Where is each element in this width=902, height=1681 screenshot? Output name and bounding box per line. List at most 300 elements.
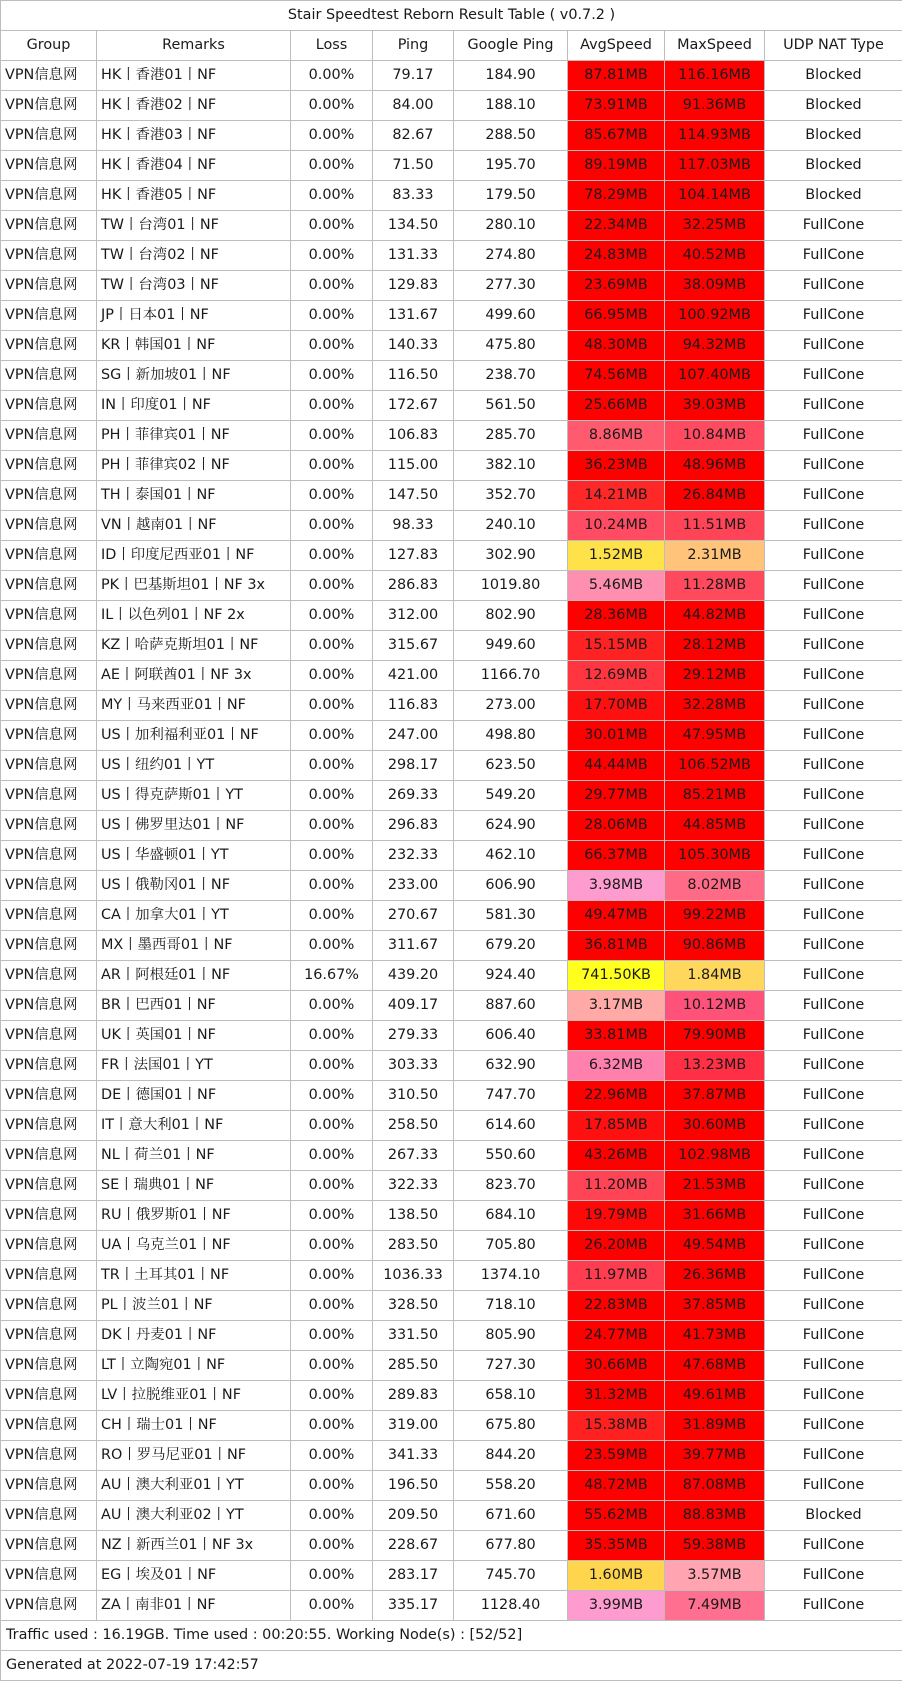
cell-loss: 0.00%: [291, 931, 373, 961]
cell-udp-nat-type: FullCone: [765, 1411, 902, 1441]
cell-avg-speed: 30.66MB: [568, 1351, 665, 1381]
table-row: [1, 61, 902, 91]
cell-google-ping: 550.60: [454, 1141, 568, 1171]
traffic-summary: Traffic used : 16.19GB. Time used : 00:20:55. Working Node(s) : [52/52]: [1, 1621, 902, 1651]
cell-udp-nat-type: FullCone: [765, 1441, 902, 1471]
cell-group: VPN信息网: [1, 781, 97, 811]
cell-google-ping: 274.80: [454, 241, 568, 271]
cell-ping: 279.33: [373, 1021, 454, 1051]
cell-avg-speed: 28.06MB: [568, 811, 665, 841]
cell-remarks: UA丨乌克兰01丨NF: [97, 1231, 291, 1261]
table-row: [1, 1231, 902, 1261]
cell-udp-nat-type: FullCone: [765, 721, 902, 751]
cell-ping: 319.00: [373, 1411, 454, 1441]
table-row: [1, 751, 902, 781]
cell-avg-speed: 17.70MB: [568, 691, 665, 721]
cell-avg-speed: 48.30MB: [568, 331, 665, 361]
cell-remarks: AU丨澳大利亚01丨YT: [97, 1471, 291, 1501]
cell-group: VPN信息网: [1, 1081, 97, 1111]
cell-remarks: VN丨越南01丨NF: [97, 511, 291, 541]
table-row: [1, 1261, 902, 1291]
cell-avg-speed: 66.95MB: [568, 301, 665, 331]
cell-udp-nat-type: FullCone: [765, 571, 902, 601]
cell-loss: 0.00%: [291, 1021, 373, 1051]
cell-group: VPN信息网: [1, 601, 97, 631]
cell-udp-nat-type: FullCone: [765, 541, 902, 571]
cell-group: VPN信息网: [1, 541, 97, 571]
cell-remarks: AU丨澳大利亚02丨YT: [97, 1501, 291, 1531]
cell-ping: 289.83: [373, 1381, 454, 1411]
cell-group: VPN信息网: [1, 1471, 97, 1501]
cell-google-ping: 924.40: [454, 961, 568, 991]
cell-remarks: LV丨拉脱维亚01丨NF: [97, 1381, 291, 1411]
table-row: [1, 691, 902, 721]
cell-ping: 285.50: [373, 1351, 454, 1381]
table-row: [1, 241, 902, 271]
cell-group: VPN信息网: [1, 961, 97, 991]
cell-avg-speed: 24.83MB: [568, 241, 665, 271]
cell-remarks: KZ丨哈萨克斯坦01丨NF: [97, 631, 291, 661]
cell-udp-nat-type: FullCone: [765, 631, 902, 661]
cell-google-ping: 727.30: [454, 1351, 568, 1381]
table-row: [1, 301, 902, 331]
cell-loss: 0.00%: [291, 241, 373, 271]
table-row: [1, 571, 902, 601]
cell-google-ping: 887.60: [454, 991, 568, 1021]
cell-remarks: TW丨台湾01丨NF: [97, 211, 291, 241]
cell-group: VPN信息网: [1, 1531, 97, 1561]
cell-avg-speed: 15.38MB: [568, 1411, 665, 1441]
cell-group: VPN信息网: [1, 931, 97, 961]
cell-loss: 0.00%: [291, 871, 373, 901]
cell-group: VPN信息网: [1, 1591, 97, 1621]
cell-max-speed: 102.98MB: [665, 1141, 765, 1171]
cell-avg-speed: 1.60MB: [568, 1561, 665, 1591]
cell-udp-nat-type: FullCone: [765, 451, 902, 481]
cell-loss: 0.00%: [291, 1591, 373, 1621]
cell-ping: 315.67: [373, 631, 454, 661]
cell-ping: 71.50: [373, 151, 454, 181]
cell-google-ping: 718.10: [454, 1291, 568, 1321]
cell-udp-nat-type: Blocked: [765, 61, 902, 91]
cell-google-ping: 238.70: [454, 361, 568, 391]
cell-remarks: HK丨香港03丨NF: [97, 121, 291, 151]
cell-avg-speed: 23.59MB: [568, 1441, 665, 1471]
cell-remarks: PH丨菲律宾01丨NF: [97, 421, 291, 451]
cell-ping: 82.67: [373, 121, 454, 151]
cell-google-ping: 549.20: [454, 781, 568, 811]
cell-loss: 0.00%: [291, 1081, 373, 1111]
cell-google-ping: 1166.70: [454, 661, 568, 691]
cell-avg-speed: 3.99MB: [568, 1591, 665, 1621]
cell-ping: 322.33: [373, 1171, 454, 1201]
cell-loss: 0.00%: [291, 511, 373, 541]
cell-avg-speed: 5.46MB: [568, 571, 665, 601]
cell-group: VPN信息网: [1, 451, 97, 481]
cell-avg-speed: 11.97MB: [568, 1261, 665, 1291]
cell-max-speed: 91.36MB: [665, 91, 765, 121]
cell-group: VPN信息网: [1, 61, 97, 91]
cell-avg-speed: 3.17MB: [568, 991, 665, 1021]
cell-udp-nat-type: FullCone: [765, 781, 902, 811]
cell-udp-nat-type: FullCone: [765, 1351, 902, 1381]
table-row: [1, 481, 902, 511]
cell-group: VPN信息网: [1, 1291, 97, 1321]
cell-avg-speed: 26.20MB: [568, 1231, 665, 1261]
cell-loss: 0.00%: [291, 841, 373, 871]
table-body: [1, 1, 902, 1621]
cell-google-ping: 624.90: [454, 811, 568, 841]
cell-max-speed: 30.60MB: [665, 1111, 765, 1141]
cell-avg-speed: 33.81MB: [568, 1021, 665, 1051]
cell-remarks: DE丨德国01丨NF: [97, 1081, 291, 1111]
table-row: [1, 91, 902, 121]
cell-remarks: HK丨香港01丨NF: [97, 61, 291, 91]
cell-remarks: TR丨土耳其01丨NF: [97, 1261, 291, 1291]
cell-max-speed: 44.85MB: [665, 811, 765, 841]
cell-loss: 0.00%: [291, 1141, 373, 1171]
cell-group: VPN信息网: [1, 871, 97, 901]
header-group: Group: [1, 31, 97, 61]
cell-ping: 269.33: [373, 781, 454, 811]
cell-max-speed: 116.16MB: [665, 61, 765, 91]
cell-google-ping: 1374.10: [454, 1261, 568, 1291]
cell-group: VPN信息网: [1, 1051, 97, 1081]
cell-remarks: JP丨日本01丨NF: [97, 301, 291, 331]
cell-ping: 79.17: [373, 61, 454, 91]
cell-ping: 310.50: [373, 1081, 454, 1111]
cell-udp-nat-type: Blocked: [765, 181, 902, 211]
cell-udp-nat-type: FullCone: [765, 1021, 902, 1051]
cell-group: VPN信息网: [1, 301, 97, 331]
cell-avg-speed: 36.23MB: [568, 451, 665, 481]
table-row: [1, 931, 902, 961]
cell-google-ping: 671.60: [454, 1501, 568, 1531]
cell-avg-speed: 22.34MB: [568, 211, 665, 241]
cell-max-speed: 100.92MB: [665, 301, 765, 331]
cell-group: VPN信息网: [1, 391, 97, 421]
cell-loss: 0.00%: [291, 421, 373, 451]
cell-group: VPN信息网: [1, 751, 97, 781]
cell-udp-nat-type: FullCone: [765, 211, 902, 241]
cell-udp-nat-type: Blocked: [765, 91, 902, 121]
cell-max-speed: 31.89MB: [665, 1411, 765, 1441]
cell-ping: 115.00: [373, 451, 454, 481]
cell-udp-nat-type: FullCone: [765, 1561, 902, 1591]
cell-group: VPN信息网: [1, 1141, 97, 1171]
cell-loss: 0.00%: [291, 811, 373, 841]
cell-avg-speed: 17.85MB: [568, 1111, 665, 1141]
cell-max-speed: 105.30MB: [665, 841, 765, 871]
header-loss: Loss: [291, 31, 373, 61]
cell-ping: 409.17: [373, 991, 454, 1021]
cell-loss: 0.00%: [291, 151, 373, 181]
cell-avg-speed: 28.36MB: [568, 601, 665, 631]
cell-group: VPN信息网: [1, 1351, 97, 1381]
cell-ping: 98.33: [373, 511, 454, 541]
cell-google-ping: 188.10: [454, 91, 568, 121]
cell-group: VPN信息网: [1, 661, 97, 691]
cell-ping: 232.33: [373, 841, 454, 871]
cell-loss: 0.00%: [291, 541, 373, 571]
cell-group: VPN信息网: [1, 331, 97, 361]
cell-group: VPN信息网: [1, 1231, 97, 1261]
header-avg-speed: AvgSpeed: [568, 31, 665, 61]
cell-loss: 0.00%: [291, 121, 373, 151]
cell-remarks: TW丨台湾03丨NF: [97, 271, 291, 301]
cell-avg-speed: 10.24MB: [568, 511, 665, 541]
cell-udp-nat-type: FullCone: [765, 1201, 902, 1231]
cell-max-speed: 26.84MB: [665, 481, 765, 511]
cell-ping: 331.50: [373, 1321, 454, 1351]
cell-avg-speed: 24.77MB: [568, 1321, 665, 1351]
cell-udp-nat-type: FullCone: [765, 1051, 902, 1081]
cell-remarks: NZ丨新西兰01丨NF 3x: [97, 1531, 291, 1561]
cell-loss: 0.00%: [291, 301, 373, 331]
cell-udp-nat-type: FullCone: [765, 991, 902, 1021]
cell-loss: 0.00%: [291, 691, 373, 721]
cell-ping: 421.00: [373, 661, 454, 691]
cell-group: VPN信息网: [1, 91, 97, 121]
cell-google-ping: 498.80: [454, 721, 568, 751]
table-row: [1, 1021, 902, 1051]
cell-remarks: TH丨泰国01丨NF: [97, 481, 291, 511]
cell-udp-nat-type: FullCone: [765, 871, 902, 901]
table-row: [1, 631, 902, 661]
cell-loss: 0.00%: [291, 1441, 373, 1471]
cell-udp-nat-type: FullCone: [765, 751, 902, 781]
cell-avg-speed: 25.66MB: [568, 391, 665, 421]
table-row: [1, 1201, 902, 1231]
cell-udp-nat-type: FullCone: [765, 271, 902, 301]
cell-ping: 84.00: [373, 91, 454, 121]
cell-google-ping: 179.50: [454, 181, 568, 211]
cell-max-speed: 87.08MB: [665, 1471, 765, 1501]
cell-udp-nat-type: FullCone: [765, 301, 902, 331]
cell-ping: 303.33: [373, 1051, 454, 1081]
cell-loss: 0.00%: [291, 1051, 373, 1081]
table-row: [1, 1561, 902, 1591]
cell-remarks: US丨纽约01丨YT: [97, 751, 291, 781]
cell-avg-speed: 11.20MB: [568, 1171, 665, 1201]
cell-udp-nat-type: FullCone: [765, 331, 902, 361]
table-row: [1, 1531, 902, 1561]
cell-ping: 247.00: [373, 721, 454, 751]
cell-udp-nat-type: FullCone: [765, 1081, 902, 1111]
cell-avg-speed: 15.15MB: [568, 631, 665, 661]
table-row: [1, 781, 902, 811]
cell-avg-speed: 36.81MB: [568, 931, 665, 961]
cell-google-ping: 1019.80: [454, 571, 568, 601]
cell-loss: 16.67%: [291, 961, 373, 991]
cell-remarks: SE丨瑞典01丨NF: [97, 1171, 291, 1201]
cell-udp-nat-type: FullCone: [765, 1471, 902, 1501]
cell-remarks: DK丨丹麦01丨NF: [97, 1321, 291, 1351]
cell-udp-nat-type: FullCone: [765, 1291, 902, 1321]
cell-max-speed: 40.52MB: [665, 241, 765, 271]
cell-max-speed: 28.12MB: [665, 631, 765, 661]
cell-avg-speed: 66.37MB: [568, 841, 665, 871]
cell-max-speed: 47.68MB: [665, 1351, 765, 1381]
cell-loss: 0.00%: [291, 361, 373, 391]
table-row: [1, 511, 902, 541]
cell-google-ping: 277.30: [454, 271, 568, 301]
cell-google-ping: 606.90: [454, 871, 568, 901]
cell-max-speed: 37.85MB: [665, 1291, 765, 1321]
cell-avg-speed: 6.32MB: [568, 1051, 665, 1081]
cell-max-speed: 1.84MB: [665, 961, 765, 991]
cell-avg-speed: 14.21MB: [568, 481, 665, 511]
cell-avg-speed: 12.69MB: [568, 661, 665, 691]
cell-max-speed: 2.31MB: [665, 541, 765, 571]
cell-avg-speed: 1.52MB: [568, 541, 665, 571]
cell-max-speed: 85.21MB: [665, 781, 765, 811]
cell-max-speed: 99.22MB: [665, 901, 765, 931]
cell-udp-nat-type: FullCone: [765, 1531, 902, 1561]
cell-loss: 0.00%: [291, 331, 373, 361]
table-row: [1, 1471, 902, 1501]
cell-group: VPN信息网: [1, 511, 97, 541]
cell-google-ping: 240.10: [454, 511, 568, 541]
cell-ping: 131.33: [373, 241, 454, 271]
cell-remarks: ID丨印度尼西亚01丨NF: [97, 541, 291, 571]
cell-loss: 0.00%: [291, 1111, 373, 1141]
cell-ping: 134.50: [373, 211, 454, 241]
cell-max-speed: 107.40MB: [665, 361, 765, 391]
cell-remarks: LT丨立陶宛01丨NF: [97, 1351, 291, 1381]
cell-remarks: KR丨韩国01丨NF: [97, 331, 291, 361]
table-row: [1, 1591, 902, 1621]
cell-google-ping: 561.50: [454, 391, 568, 421]
table-row: [1, 121, 902, 151]
cell-avg-speed: 741.50KB: [568, 961, 665, 991]
table-row: [1, 541, 902, 571]
cell-ping: 209.50: [373, 1501, 454, 1531]
cell-max-speed: 88.83MB: [665, 1501, 765, 1531]
cell-loss: 0.00%: [291, 661, 373, 691]
cell-remarks: IL丨以色列01丨NF 2x: [97, 601, 291, 631]
table-row: [1, 331, 902, 361]
cell-google-ping: 273.00: [454, 691, 568, 721]
cell-avg-speed: 22.83MB: [568, 1291, 665, 1321]
cell-google-ping: 1128.40: [454, 1591, 568, 1621]
cell-max-speed: 94.32MB: [665, 331, 765, 361]
cell-max-speed: 104.14MB: [665, 181, 765, 211]
cell-ping: 129.83: [373, 271, 454, 301]
cell-group: VPN信息网: [1, 1441, 97, 1471]
cell-group: VPN信息网: [1, 1561, 97, 1591]
cell-remarks: EG丨埃及01丨NF: [97, 1561, 291, 1591]
footer-traffic-row: [1, 1621, 902, 1651]
cell-google-ping: 280.10: [454, 211, 568, 241]
cell-loss: 0.00%: [291, 1231, 373, 1261]
footer-generated-row: [1, 1651, 902, 1681]
table-title: Stair Speedtest Reborn Result Table ( v0.7.2 ): [1, 1, 902, 31]
cell-avg-speed: 44.44MB: [568, 751, 665, 781]
generated-timestamp: Generated at 2022-07-19 17:42:57: [1, 1651, 902, 1681]
cell-avg-speed: 73.91MB: [568, 91, 665, 121]
cell-ping: 116.50: [373, 361, 454, 391]
cell-group: VPN信息网: [1, 151, 97, 181]
cell-group: VPN信息网: [1, 421, 97, 451]
cell-loss: 0.00%: [291, 61, 373, 91]
cell-udp-nat-type: Blocked: [765, 121, 902, 151]
cell-avg-speed: 19.79MB: [568, 1201, 665, 1231]
cell-udp-nat-type: FullCone: [765, 931, 902, 961]
cell-remarks: NL丨荷兰01丨NF: [97, 1141, 291, 1171]
cell-google-ping: 352.70: [454, 481, 568, 511]
cell-avg-speed: 30.01MB: [568, 721, 665, 751]
cell-loss: 0.00%: [291, 601, 373, 631]
cell-remarks: TW丨台湾02丨NF: [97, 241, 291, 271]
cell-max-speed: 41.73MB: [665, 1321, 765, 1351]
cell-max-speed: 44.82MB: [665, 601, 765, 631]
cell-loss: 0.00%: [291, 1171, 373, 1201]
cell-remarks: AE丨阿联酋01丨NF 3x: [97, 661, 291, 691]
cell-remarks: UK丨英国01丨NF: [97, 1021, 291, 1051]
table-row: [1, 901, 902, 931]
cell-max-speed: 29.12MB: [665, 661, 765, 691]
cell-remarks: AR丨阿根廷01丨NF: [97, 961, 291, 991]
cell-ping: 341.33: [373, 1441, 454, 1471]
cell-loss: 0.00%: [291, 631, 373, 661]
cell-ping: 258.50: [373, 1111, 454, 1141]
cell-loss: 0.00%: [291, 721, 373, 751]
cell-remarks: HK丨香港02丨NF: [97, 91, 291, 121]
cell-loss: 0.00%: [291, 991, 373, 1021]
table-row: [1, 421, 902, 451]
cell-google-ping: 949.60: [454, 631, 568, 661]
cell-loss: 0.00%: [291, 781, 373, 811]
cell-udp-nat-type: FullCone: [765, 241, 902, 271]
cell-avg-speed: 89.19MB: [568, 151, 665, 181]
cell-remarks: US丨得克萨斯01丨YT: [97, 781, 291, 811]
header-remarks: Remarks: [97, 31, 291, 61]
cell-google-ping: 745.70: [454, 1561, 568, 1591]
cell-group: VPN信息网: [1, 1261, 97, 1291]
cell-group: VPN信息网: [1, 691, 97, 721]
cell-google-ping: 679.20: [454, 931, 568, 961]
cell-google-ping: 705.80: [454, 1231, 568, 1261]
cell-udp-nat-type: FullCone: [765, 391, 902, 421]
cell-group: VPN信息网: [1, 1321, 97, 1351]
cell-max-speed: 3.57MB: [665, 1561, 765, 1591]
cell-max-speed: 49.54MB: [665, 1231, 765, 1261]
cell-group: VPN信息网: [1, 571, 97, 601]
cell-remarks: MY丨马来西亚01丨NF: [97, 691, 291, 721]
cell-google-ping: 288.50: [454, 121, 568, 151]
cell-remarks: HK丨香港04丨NF: [97, 151, 291, 181]
cell-ping: 140.33: [373, 331, 454, 361]
cell-remarks: US丨佛罗里达01丨NF: [97, 811, 291, 841]
cell-remarks: IT丨意大利01丨NF: [97, 1111, 291, 1141]
cell-google-ping: 462.10: [454, 841, 568, 871]
cell-loss: 0.00%: [291, 451, 373, 481]
cell-group: VPN信息网: [1, 1021, 97, 1051]
cell-remarks: PK丨巴基斯坦01丨NF 3x: [97, 571, 291, 601]
table-row: [1, 211, 902, 241]
cell-udp-nat-type: FullCone: [765, 961, 902, 991]
cell-udp-nat-type: FullCone: [765, 901, 902, 931]
cell-max-speed: 8.02MB: [665, 871, 765, 901]
cell-ping: 298.17: [373, 751, 454, 781]
cell-ping: 312.00: [373, 601, 454, 631]
table-row: [1, 1081, 902, 1111]
cell-loss: 0.00%: [291, 1291, 373, 1321]
cell-remarks: PH丨菲律宾02丨NF: [97, 451, 291, 481]
cell-udp-nat-type: FullCone: [765, 1141, 902, 1171]
table-row: [1, 601, 902, 631]
